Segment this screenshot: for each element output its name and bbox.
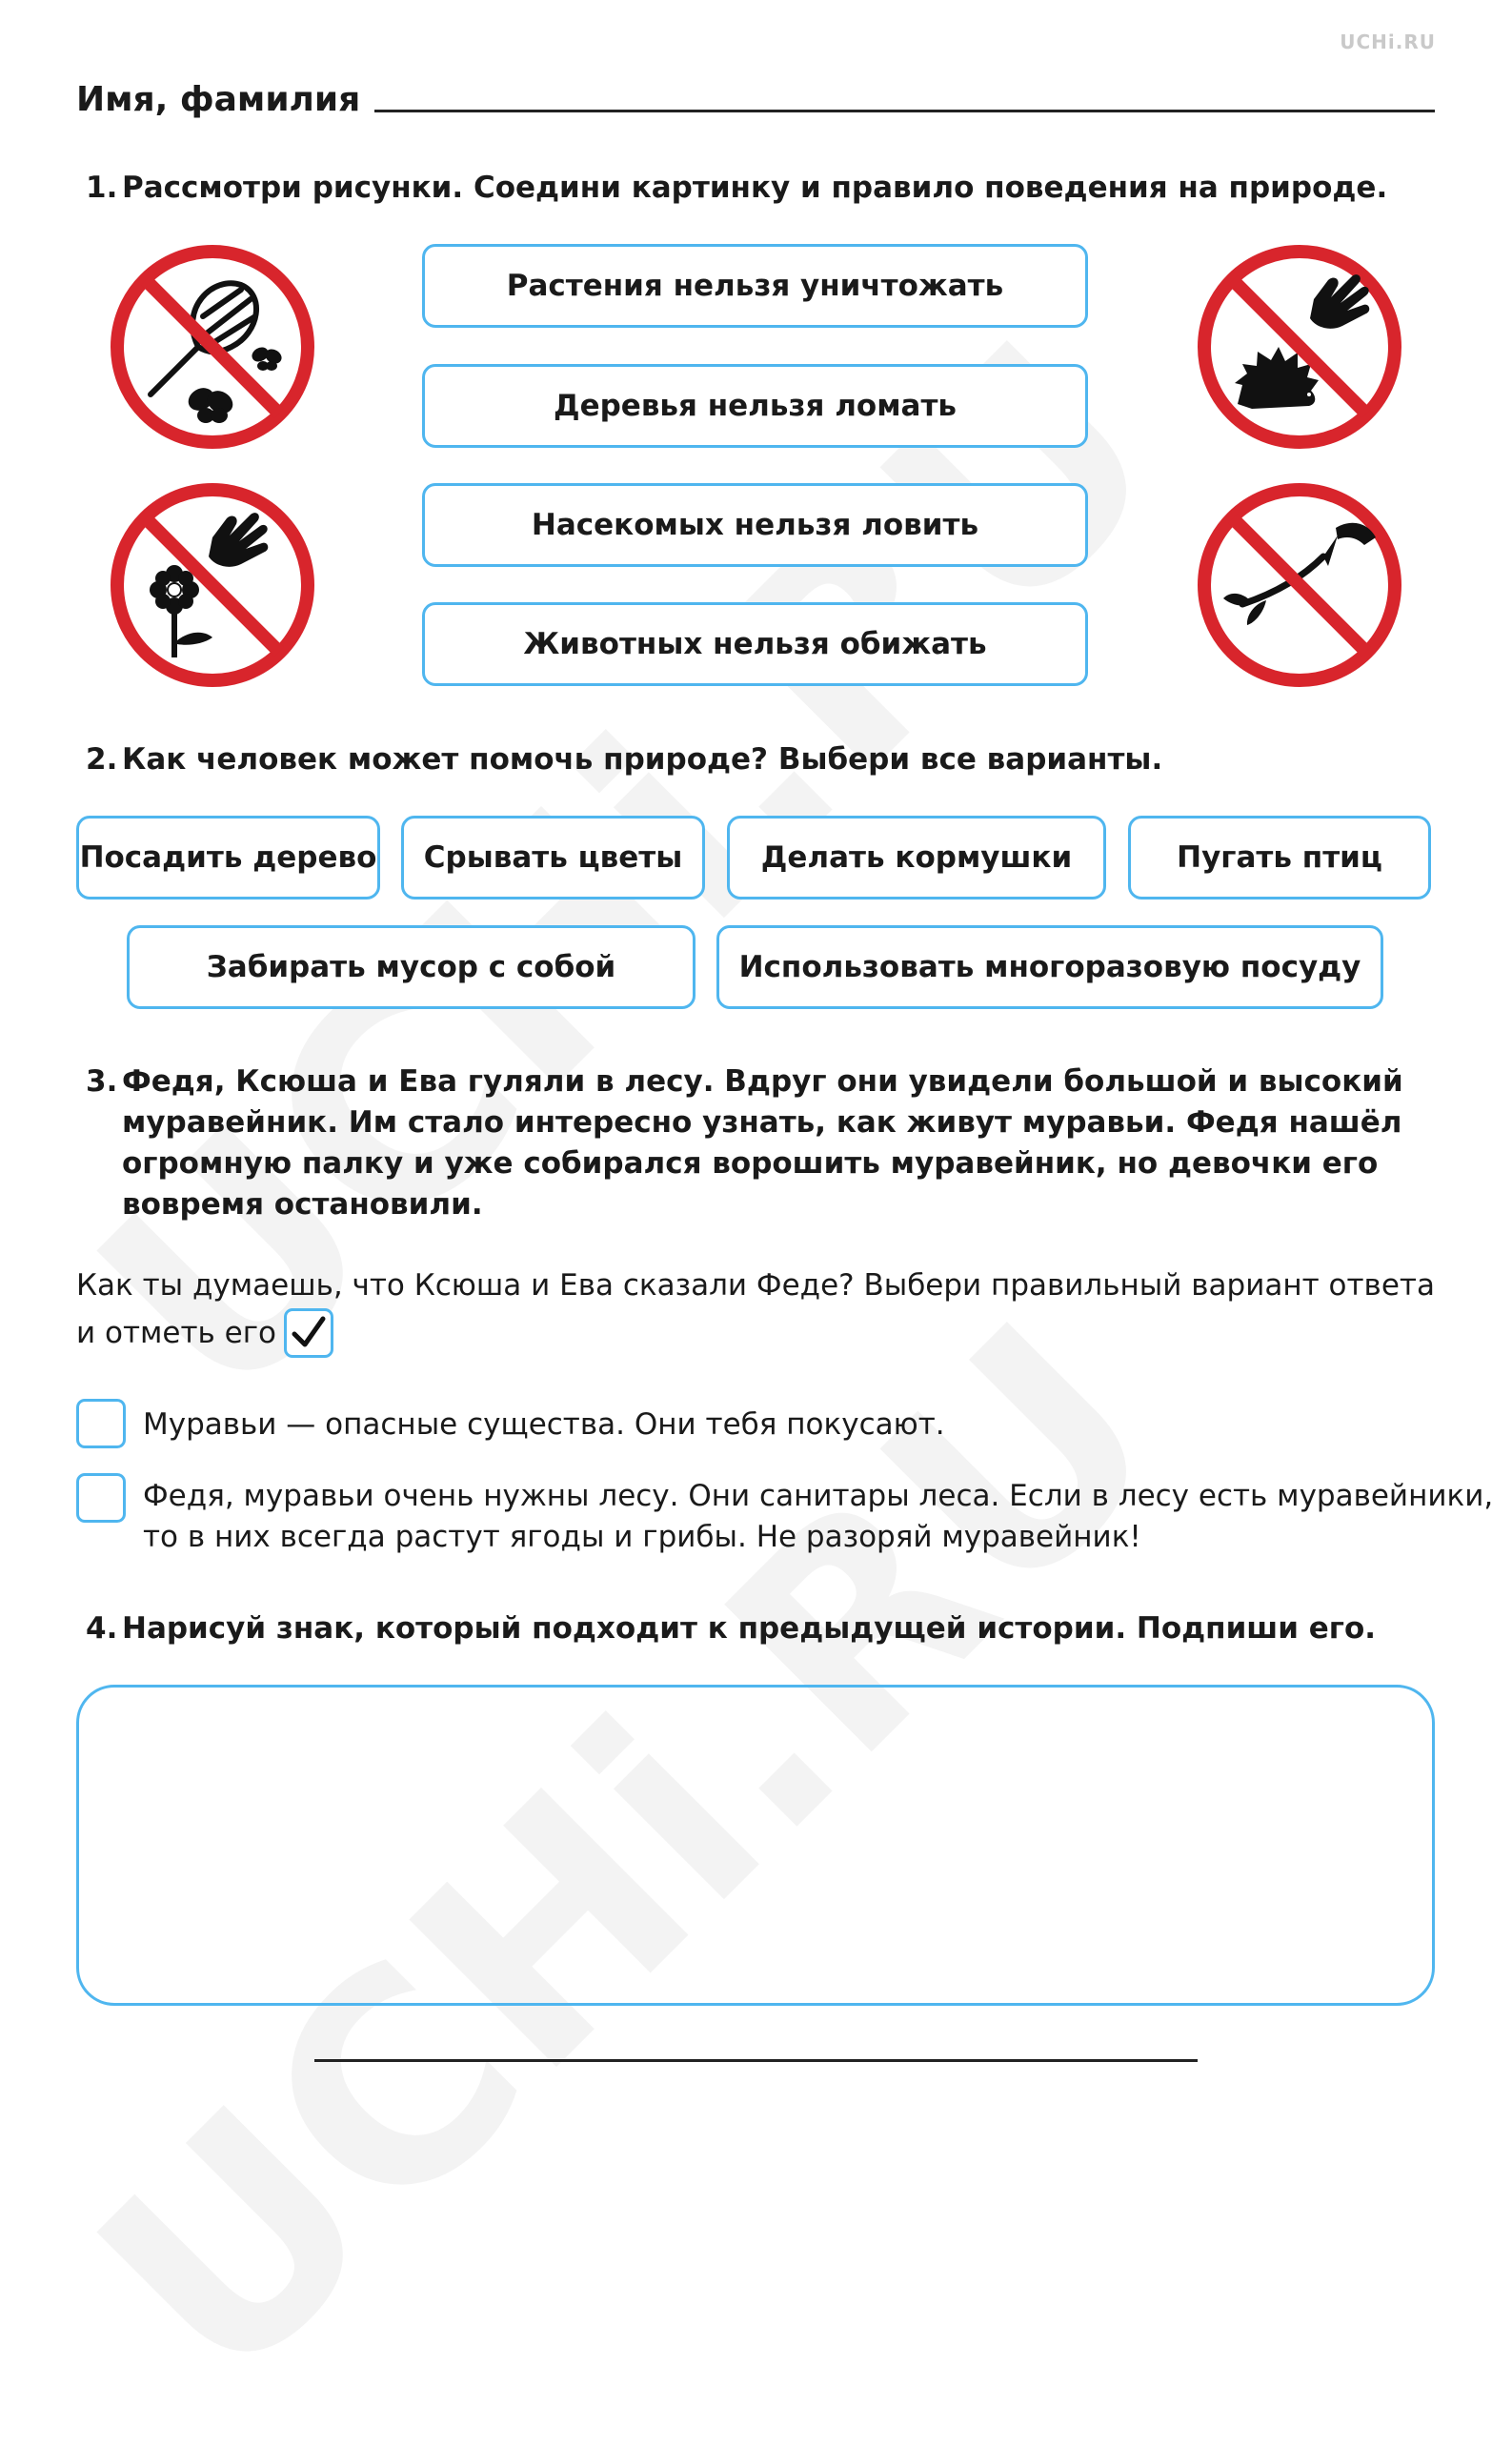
checkmark-icon — [287, 1311, 331, 1355]
story-line: вовремя остановили. — [122, 1187, 483, 1222]
option-button[interactable]: Забирать мусор с собой — [127, 925, 696, 1009]
story-line: Федя, Ксюша и Ева гуляли в лесу. Вдруг они увидели большой и высокий — [122, 1064, 1403, 1099]
drawing-area[interactable] — [76, 1685, 1435, 2006]
option-button[interactable]: Делать кормушки — [727, 816, 1106, 900]
no-butterfly-net-icon[interactable] — [108, 242, 317, 452]
answer-text: то в них всегда растут ягоды и грибы. Не разоряй муравейник! — [143, 1520, 1141, 1554]
story-line: муравейник. Им стало интересно узнать, как живут муравьи. Федя нашёл — [122, 1105, 1402, 1140]
option-button[interactable]: Срывать цветы — [401, 816, 705, 900]
caption-line[interactable] — [314, 2059, 1198, 2062]
option-button[interactable]: Посадить дерево — [76, 816, 380, 900]
task-text: Нарисуй знак, который подходит к предыдущей истории. Подпиши его. — [122, 1611, 1377, 1646]
task-number: 3. — [86, 1064, 118, 1099]
story-line: огромную палку и уже собирался ворошить муравейник, но девочки его — [122, 1146, 1379, 1181]
answer-checkbox[interactable] — [76, 1399, 126, 1448]
task-number: 4. — [86, 1611, 118, 1646]
task-number: 2. — [86, 742, 118, 777]
rule-box[interactable]: Насекомых нельзя ловить — [422, 483, 1088, 567]
no-picking-flowers-icon[interactable] — [108, 480, 317, 690]
option-button[interactable]: Пугать птиц — [1128, 816, 1431, 900]
brand-logo: UCHi.RU — [1340, 30, 1436, 53]
task2-heading — [86, 739, 1162, 780]
rule-box[interactable]: Деревья нельзя ломать — [422, 364, 1088, 448]
rule-box[interactable]: Растения нельзя уничтожать — [422, 244, 1088, 328]
question-text: Как ты думаешь, что Ксюша и Ева сказали Феде? Выбери правильный вариант ответа — [76, 1268, 1435, 1303]
no-touching-hedgehog-icon[interactable] — [1195, 242, 1404, 452]
no-breaking-branches-icon[interactable] — [1195, 480, 1404, 690]
task-text: Как человек может помочь природе? Выбери все варианты. — [122, 742, 1163, 777]
task3-heading — [86, 1061, 1403, 1102]
answer-checkbox[interactable] — [76, 1473, 126, 1523]
answer-text: Федя, муравьи очень нужны лесу. Они санитары леса. Если в лесу есть муравейники, — [143, 1479, 1494, 1513]
name-line[interactable] — [374, 110, 1435, 112]
example-checkbox — [284, 1308, 333, 1358]
name-label: Имя, фамилия — [76, 80, 361, 119]
answer-text: Муравьи — опасные существа. Они тебя покусают. — [143, 1407, 945, 1442]
task1-heading — [86, 168, 1387, 209]
rule-box[interactable]: Животных нельзя обижать — [422, 602, 1088, 686]
task-text: Рассмотри рисунки. Соедини картинку и правило поведения на природе. — [122, 171, 1388, 205]
question-text: и отметь его — [76, 1316, 276, 1350]
task4-heading — [86, 1608, 1376, 1649]
option-button[interactable]: Использовать многоразовую посуду — [716, 925, 1383, 1009]
task-number: 1. — [86, 171, 118, 205]
